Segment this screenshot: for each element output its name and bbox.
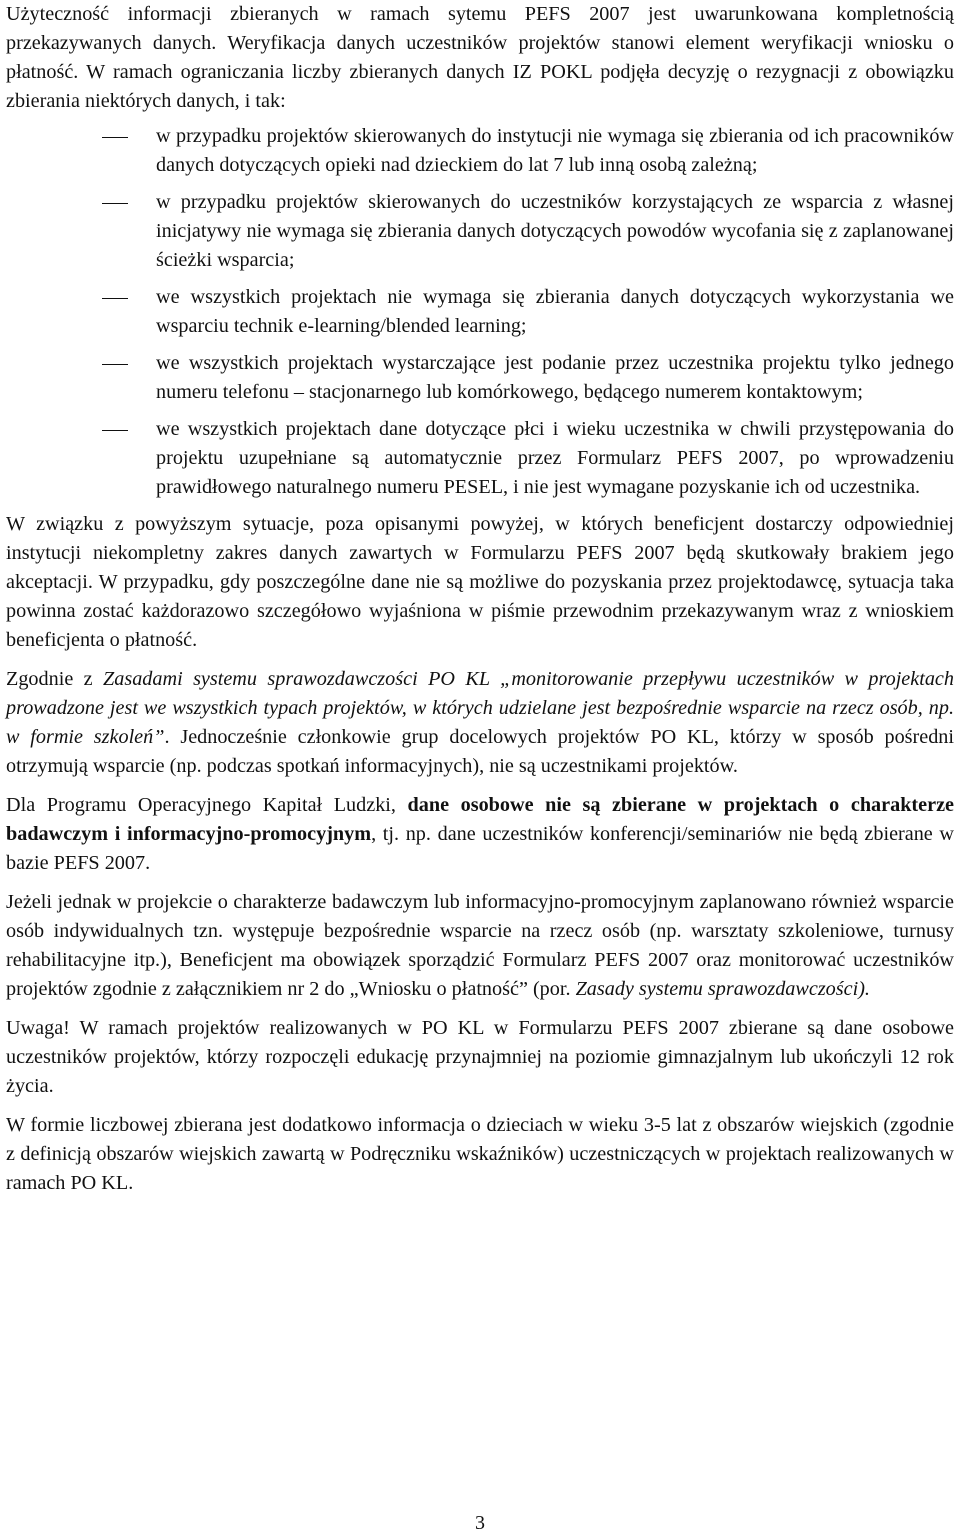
exemptions-list xyxy=(6,122,954,502)
paragraph-research-projects-prefix: Dla Programu Operacyjnego Kapitał Ludzki, xyxy=(6,794,408,816)
paragraph-individual-support-text: Jeżeli jednak w projekcie o charakterze badawczym lub informacyjno-promocyjnym zaplanowano również wsparcie osób indywidualnych tzn. występuje bezpośrednie wsparcie na rzecz osób (np. warsztaty szkoleniowe, turnusy rehabilitacyjne itp.), Beneficjent ma obowiązek sporządzić Formularz PEFS 2007 oraz monitorować uczestników projektów zgodnie z załącznikiem nr 2 do „Wniosku o płatność” (por. xyxy=(6,891,954,1000)
list-item xyxy=(6,415,954,502)
page-number: 3 xyxy=(475,1512,485,1534)
list-item xyxy=(6,122,954,180)
list-item-text: we wszystkich projektach wystarczające jest podanie przez uczestnika projektu tylko jednego numeru telefonu – stacjonarnego lub komórkowego, będącego numerem kontaktowym; xyxy=(156,352,954,403)
paragraph-individual-support xyxy=(6,888,954,1004)
paragraph-research-projects-suffix: , tj. np. dane uczestników konferencji/seminariów nie będą zbierane w bazie PEFS 2007. xyxy=(6,823,955,874)
paragraph-research-projects xyxy=(6,791,954,878)
document-page xyxy=(6,0,954,1208)
paragraph-reporting-rules-suffix: . Jednocześnie członkowie grup docelowych projektów PO KL, którzy w sposób pośredni otrzymują wsparcie (np. podczas spotkań informacyjnych), nie są uczestnikami projektów. xyxy=(6,726,955,777)
paragraph-note: Uwaga! W ramach projektów realizowanych w PO KL w Formularzu PEFS 2007 zbierane są dane osobowe uczestników projektów, którzy rozpoczęli edukację przynajmniej na poziomie gimnazjalnym lub ukończyli 12 rok życia. xyxy=(6,1017,954,1097)
paragraph-reporting-rules-quote: Zasadami systemu sprawozdawczości PO KL „monitorowanie przepływu uczestników w projektach prowadzone jest we wszystkich typach projektów, w których udzielane jest bezpośrednie wsparcie na rzecz osób, np. w formie szkoleń” xyxy=(6,668,954,748)
list-item-text: w przypadku projektów skierowanych do uczestników korzystających ze wsparcia z własnej inicjatywy nie wymaga się zbierania danych dotyczących powodów wycofania się z zaplanowanej ścieżki wsparcia; xyxy=(156,191,954,271)
paragraph-research-projects-emphasis: dane osobowe nie są zbierane w projektach o charakterze badawczym i informacyjno-promocyjnym xyxy=(6,794,954,845)
list-item xyxy=(6,188,954,275)
paragraph-incomplete-data: W związku z powyższym sytuacje, poza opisanymi powyżej, w których beneficjent dostarczy odpowiedniej instytucji niekompletny zakres danych zawartych w Formularzu PEFS 2007 będą skutkowały brakiem jego akceptacji. W przypadku, gdy poszczególne dane nie są możliwe do pozyskania przez projektodawcę, sytuacja taka powinna zostać każdorazowo szczegółowo wyjaśniona w piśmie przewodnim przekazywanym wraz z wnioskiem beneficjenta o płatność. xyxy=(6,513,954,651)
paragraph-children-data: W formie liczbowej zbierana jest dodatkowo informacja o dzieciach w wieku 3-5 lat z obszarów wiejskich (zgodnie z definicją obszarów wiejskich zawartą w Podręczniku wskaźników) uczestniczących w projektach realizowanych w ramach PO KL. xyxy=(6,1114,954,1194)
paragraph-data-usefulness: Użyteczność informacji zbieranych w ramach sytemu PEFS 2007 jest uwarunkowana kompletnością przekazywanych danych. Weryfikacja danych uczestników projektów stanowi element weryfikacji wniosku o płatność. W ramach ograniczania liczby zbieranych danych IZ POKL podjęła decyzję o rezygnacji z obowiązku zbierania niektórych danych, i tak: xyxy=(6,3,954,112)
list-item xyxy=(6,283,954,341)
list-item-text: w przypadku projektów skierowanych do instytucji nie wymaga się zbierania od ich pracowników danych dotyczących opieki nad dzieckiem do lat 7 lub inną osobą zależną; xyxy=(156,125,954,176)
list-item xyxy=(6,349,954,407)
list-item-text: we wszystkich projektach nie wymaga się zbierania danych dotyczących wykorzystania we wsparciu technik e-learning/blended learning; xyxy=(156,286,954,337)
paragraph-reporting-rules-prefix: Zgodnie z xyxy=(6,668,104,690)
paragraph-individual-support-reference: Zasady systemu sprawozdawczości). xyxy=(575,978,870,1000)
paragraph-reporting-rules xyxy=(6,665,954,781)
list-item-text: we wszystkich projektach dane dotyczące płci i wieku uczestnika w chwili przystępowania do projektu uzupełniane są automatycznie przez Formularz PEFS 2007, po wprowadzeniu prawidłowego naturalnego numeru PESEL, i nie jest wymagane pozyskanie ich od uczestnika. xyxy=(156,418,954,498)
